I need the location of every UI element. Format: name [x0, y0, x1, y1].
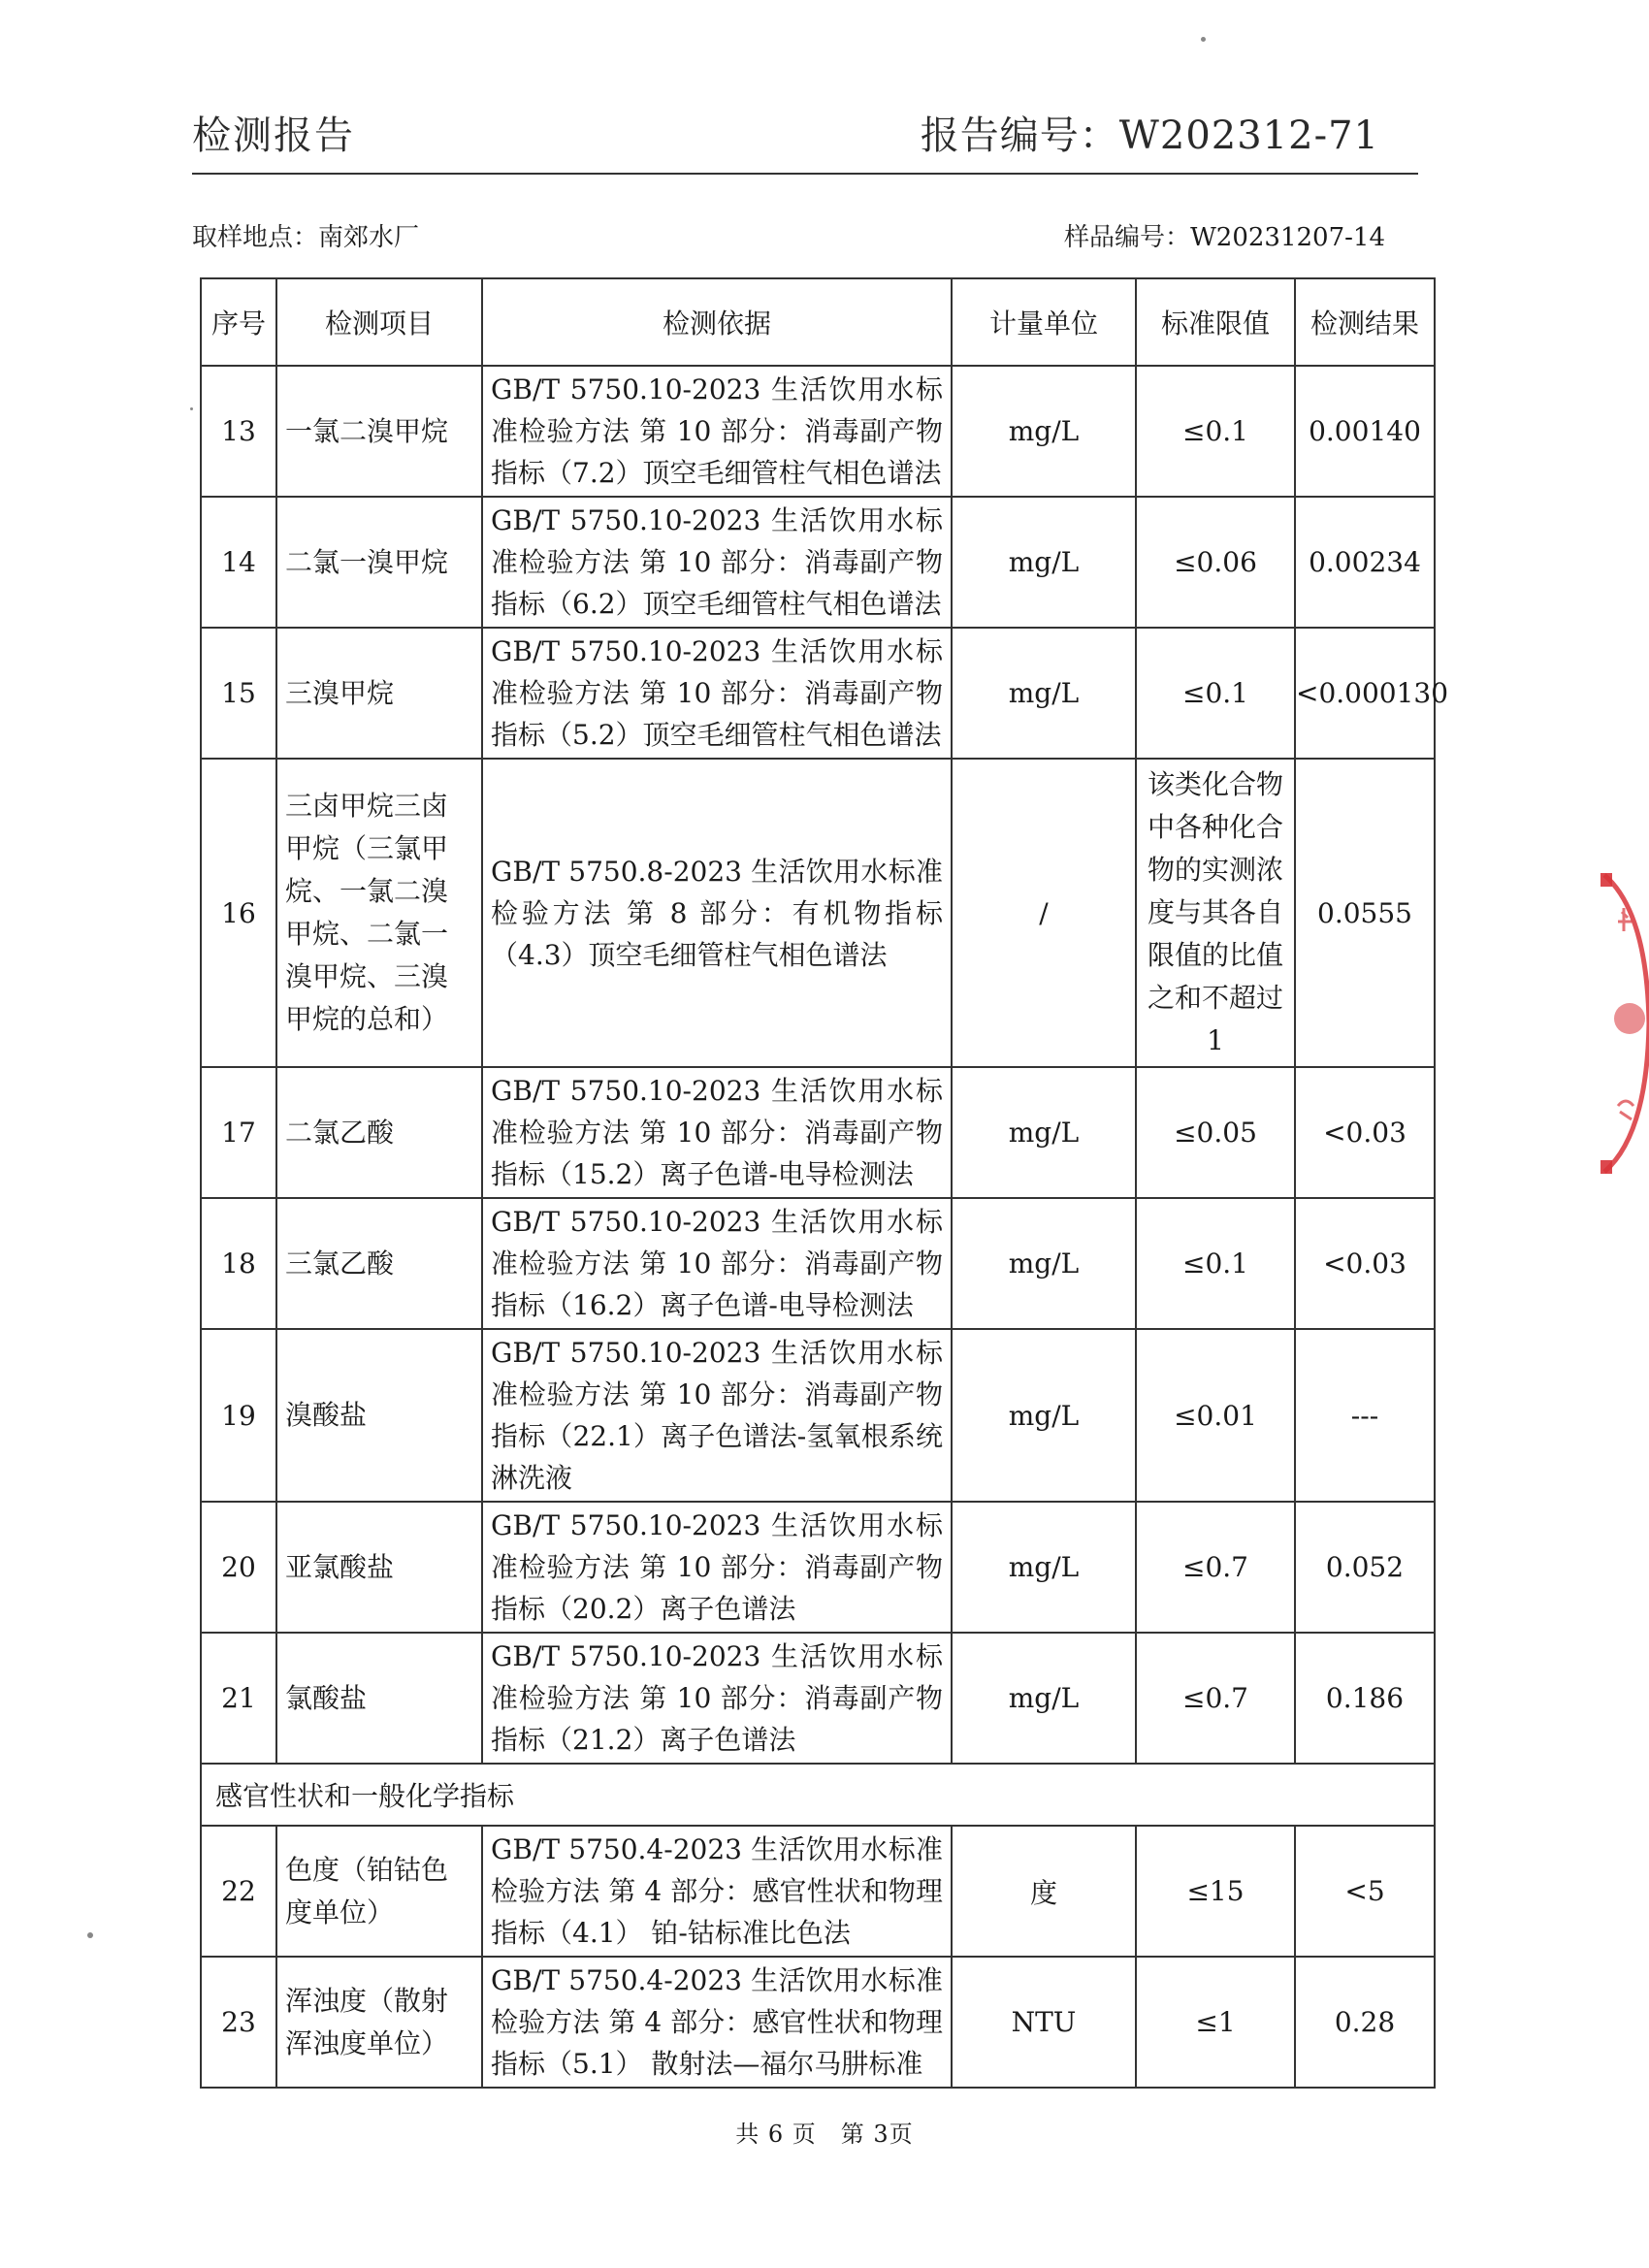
- row-basis: GB/T 5750.10-2023 生活饮用水标准检验方法 第 10 部分：消毒副产物指标（7.2）顶空毛细管柱气相色谱法: [482, 366, 952, 497]
- scan-speck: [87, 1932, 93, 1938]
- col-header-item: 检测项目: [276, 278, 482, 366]
- row-result: 0.28: [1295, 1957, 1435, 2088]
- row-unit: mg/L: [952, 366, 1136, 497]
- sampling-location-value: 南郊水厂: [318, 223, 420, 252]
- row-item: 溴酸盐: [276, 1329, 482, 1502]
- row-limit: ≤0.7: [1136, 1633, 1295, 1764]
- table-row: [201, 628, 1435, 759]
- row-no: 19: [201, 1329, 276, 1502]
- row-result: 0.186: [1295, 1633, 1435, 1764]
- row-basis: GB/T 5750.10-2023 生活饮用水标准检验方法 第 10 部分：消毒副产物指标（5.2）顶空毛细管柱气相色谱法: [482, 628, 952, 759]
- row-item: 二氯一溴甲烷: [276, 497, 482, 628]
- row-unit: mg/L: [952, 497, 1136, 628]
- row-unit: mg/L: [952, 1502, 1136, 1633]
- row-unit: /: [952, 759, 1136, 1067]
- section-title: 感官性状和一般化学指标: [201, 1764, 1435, 1826]
- row-unit: NTU: [952, 1957, 1136, 2088]
- row-basis: GB/T 5750.4-2023 生活饮用水标准检验方法 第 4 部分：感官性状和物理指标（4.1） 铂-钴标准比色法: [482, 1826, 952, 1957]
- row-result: 0.00140: [1295, 366, 1435, 497]
- row-item: 三氯乙酸: [276, 1198, 482, 1329]
- row-result: 0.052: [1295, 1502, 1435, 1633]
- row-item: 二氯乙酸: [276, 1067, 482, 1198]
- row-result: 0.00234: [1295, 497, 1435, 628]
- row-item: 一氯二溴甲烷: [276, 366, 482, 497]
- seal-stamp-fragment: [1579, 873, 1649, 1174]
- row-unit: mg/L: [952, 1198, 1136, 1329]
- row-no: 21: [201, 1633, 276, 1764]
- row-no: 13: [201, 366, 276, 497]
- row-limit: 该类化合物中各种化合物的实测浓度与其各自限值的比值之和不超过1: [1136, 759, 1295, 1067]
- row-limit: ≤0.01: [1136, 1329, 1295, 1502]
- col-header-unit: 计量单位: [952, 278, 1136, 366]
- results-table: [200, 277, 1449, 2089]
- row-no: 14: [201, 497, 276, 628]
- row-basis: GB/T 5750.10-2023 生活饮用水标准检验方法 第 10 部分：消毒副产物指标（20.2）离子色谱法: [482, 1502, 952, 1633]
- row-no: 16: [201, 759, 276, 1067]
- row-basis: GB/T 5750.10-2023 生活饮用水标准检验方法 第 10 部分：消毒副产物指标（16.2）离子色谱-电导检测法: [482, 1198, 952, 1329]
- section-header-row: [201, 1764, 1435, 1826]
- row-result: <0.03: [1295, 1198, 1435, 1329]
- sample-number-value: W20231207-14: [1190, 223, 1385, 252]
- row-unit: mg/L: [952, 628, 1136, 759]
- row-limit: ≤0.06: [1136, 497, 1295, 628]
- row-limit: ≤1: [1136, 1957, 1295, 2088]
- row-no: 23: [201, 1957, 276, 2088]
- scan-speck: [190, 407, 193, 410]
- row-limit: ≤0.7: [1136, 1502, 1295, 1633]
- table-row: [201, 366, 1435, 497]
- row-no: 17: [201, 1067, 276, 1198]
- table-row: [201, 1329, 1435, 1502]
- row-no: 20: [201, 1502, 276, 1633]
- row-no: 15: [201, 628, 276, 759]
- row-no: 18: [201, 1198, 276, 1329]
- row-item: 亚氯酸盐: [276, 1502, 482, 1633]
- row-unit: mg/L: [952, 1067, 1136, 1198]
- row-basis: GB/T 5750.10-2023 生活饮用水标准检验方法 第 10 部分：消毒副产物指标（21.2）离子色谱法: [482, 1633, 952, 1764]
- table-row: [201, 1502, 1435, 1633]
- row-basis: GB/T 5750.4-2023 生活饮用水标准检验方法 第 4 部分：感官性状和物理指标（5.1） 散射法—福尔马肼标准: [482, 1957, 952, 2088]
- row-basis: GB/T 5750.8-2023 生活饮用水标准检验方法 第 8 部分：有机物指标（4.3）顶空毛细管柱气相色谱法: [482, 759, 952, 1067]
- row-no: 22: [201, 1826, 276, 1957]
- table-row: [201, 1633, 1435, 1764]
- header-divider: [192, 173, 1418, 175]
- sample-number: [1064, 217, 1385, 253]
- row-limit: ≤15: [1136, 1826, 1295, 1957]
- col-header-limit: 标准限值: [1136, 278, 1295, 366]
- row-limit: ≤0.1: [1136, 628, 1295, 759]
- row-result: 0.0555: [1295, 759, 1435, 1067]
- row-result: ---: [1295, 1329, 1435, 1502]
- row-item: 浑浊度（散射浑浊度单位）: [276, 1957, 482, 2088]
- row-basis: GB/T 5750.10-2023 生活饮用水标准检验方法 第 10 部分：消毒副产物指标（15.2）离子色谱-电导检测法: [482, 1067, 952, 1198]
- row-item: 三溴甲烷: [276, 628, 482, 759]
- row-basis: GB/T 5750.10-2023 生活饮用水标准检验方法 第 10 部分：消毒副产物指标（6.2）顶空毛细管柱气相色谱法: [482, 497, 952, 628]
- row-result: <0.000130: [1295, 628, 1435, 759]
- scan-speck: [1201, 37, 1206, 42]
- row-item: 三卤甲烷三卤甲烷（三氯甲烷、一氯二溴甲烷、二氯一溴甲烷、三溴甲烷的总和）: [276, 759, 482, 1067]
- table-row: [201, 497, 1435, 628]
- row-unit: 度: [952, 1826, 1136, 1957]
- row-limit: ≤0.1: [1136, 1198, 1295, 1329]
- row-result: <5: [1295, 1826, 1435, 1957]
- table-header-row: [201, 278, 1435, 366]
- row-unit: mg/L: [952, 1329, 1136, 1502]
- row-item: 色度（铂钴色度单位）: [276, 1826, 482, 1957]
- sampling-location: [192, 217, 419, 253]
- table-row: [201, 1826, 1435, 1957]
- table-row: [201, 1198, 1435, 1329]
- col-header-result: 检测结果: [1295, 278, 1435, 366]
- table-row: [201, 1067, 1435, 1198]
- row-limit: ≤0.1: [1136, 366, 1295, 497]
- row-unit: mg/L: [952, 1633, 1136, 1764]
- report-title: 检测报告: [192, 113, 355, 158]
- row-limit: ≤0.05: [1136, 1067, 1295, 1198]
- report-number: 报告编号：W202312-71: [920, 113, 1379, 158]
- row-item: 氯酸盐: [276, 1633, 482, 1764]
- sample-number-label: 样品编号：: [1064, 223, 1191, 252]
- row-result: <0.03: [1295, 1067, 1435, 1198]
- col-header-basis: 检测依据: [482, 278, 952, 366]
- row-basis: GB/T 5750.10-2023 生活饮用水标准检验方法 第 10 部分：消毒副产物指标（22.1）离子色谱法-氢氧根系统淋洗液: [482, 1329, 952, 1502]
- page-footer: 共 6 页 第 3页: [735, 2121, 914, 2148]
- table-row: [201, 759, 1435, 1067]
- sampling-location-label: 取样地点：: [192, 223, 319, 252]
- col-header-no: 序号: [201, 278, 276, 366]
- table-row: [201, 1957, 1435, 2088]
